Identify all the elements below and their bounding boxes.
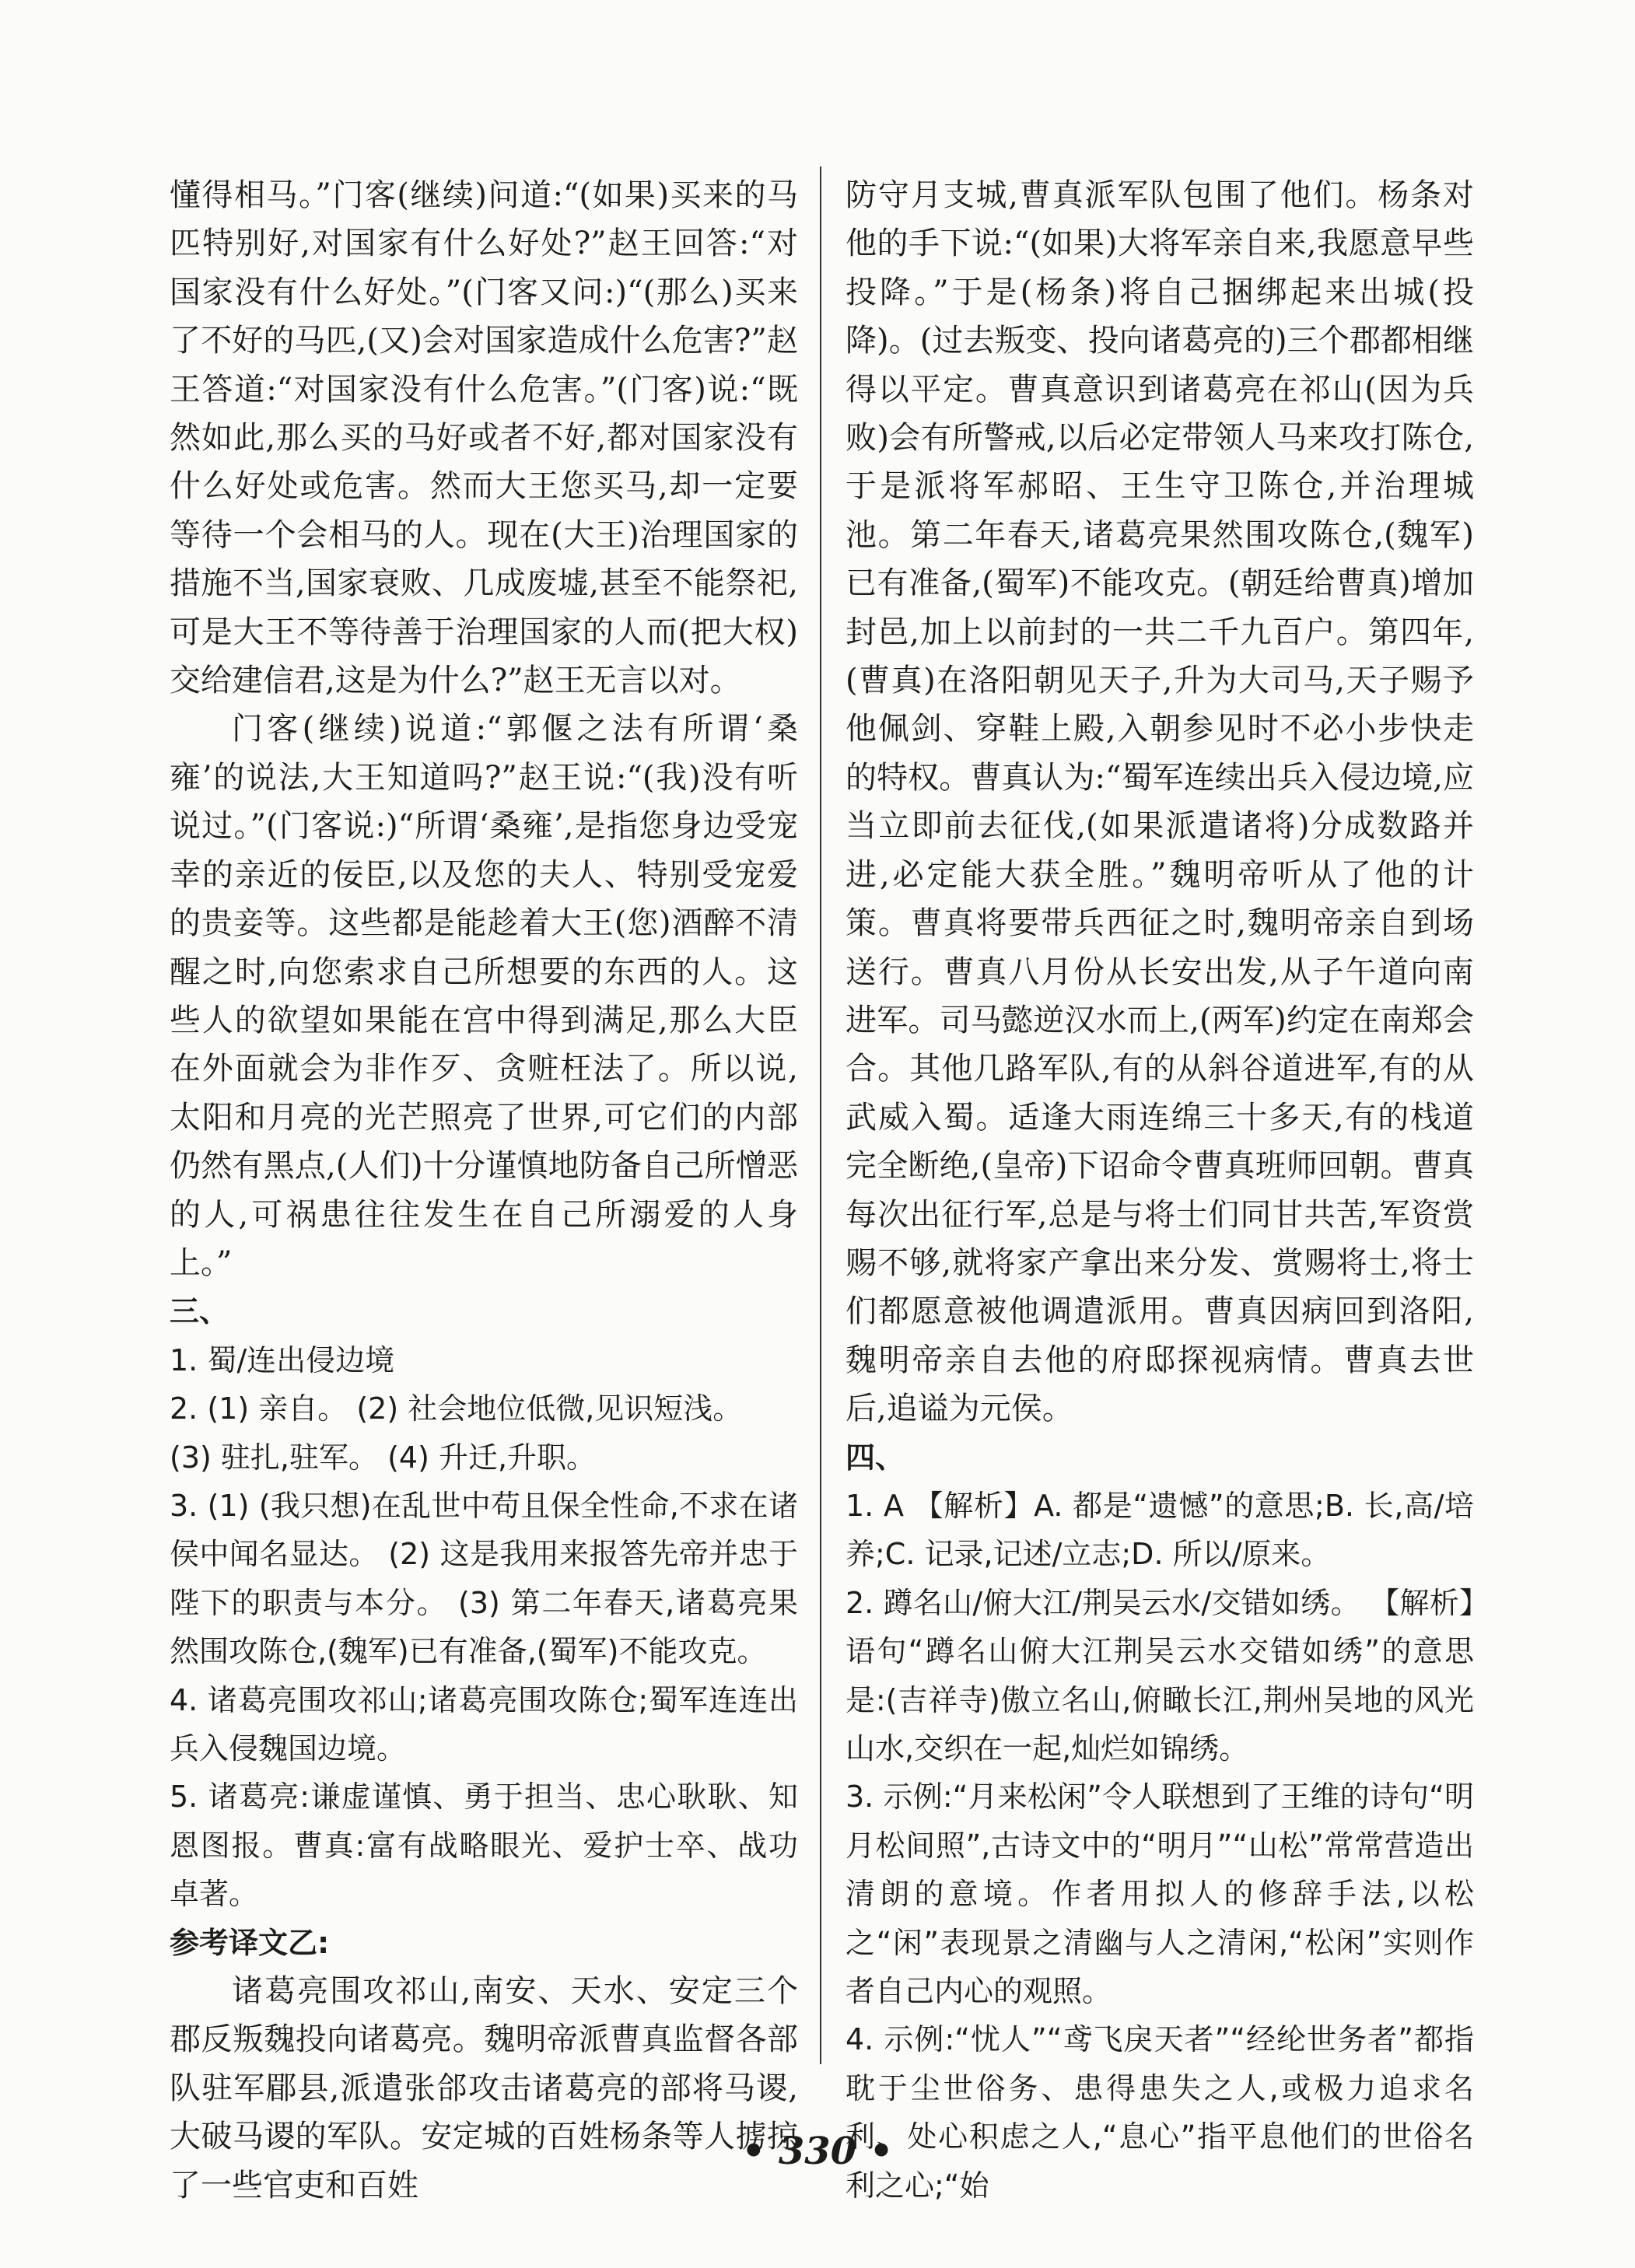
- answer-item: 2. (1) 亲自。 (2) 社会地位低微,见识短浅。: [170, 1391, 743, 1426]
- left-column: [170, 171, 798, 2203]
- section-heading-4: 四、: [846, 1440, 905, 1475]
- answer-item: 3. 示例:“月来松闲”令人联想到了王维的诗句“明月松间照”,古诗文中的“明月”“山松”常常营造出清朗的意境。作者用拟人的修辞手法,以松之“闲”表现景之清幽与人之清闲,“松闲”实则作者自己内心的观照。: [846, 1780, 1474, 2009]
- answer-item: 3. (1) (我只想)在乱世中苟且保全性命,不求在诸侯中闻名显达。 (2) 这是我用来报答先帝并忠于陛下的职责与本分。 (3) 第二年春天,诸葛亮果然围攻陈仓,(魏军)已有准备,(蜀军)不能攻克。: [170, 1488, 798, 1669]
- answer-item: 2. 蹲名山/俯大江/荆吴云水/交错如绣。 【解析】语句“蹲名山俯大江荆吴云水交错如绣”的意思是:(吉祥寺)傲立名山,俯瞰长江,荆州吴地的风光山水,交织在一起,灿烂如锦绣。: [846, 1585, 1474, 1766]
- translation-paragraph: 门客(继续)说道:“郭偃之法有所谓‘桑雍’的说法,大王知道吗?”赵王说:“(我)没有听说过。”(门客说:)“所谓‘桑雍’,是指您身边受宠幸的亲近的佞臣,以及您的夫人、特别受宠爱的贵妾等。这些都是能趁着大王(您)酒醉不清醒之时,向您索求自己所想要的东西的人。这些人的欲望如果能在宫中得到满足,那么大臣在外面就会为非作歹、贪赃枉法了。所以说,太阳和月亮的光芒照亮了世界,可它们的内部仍然有黑点,(人们)十分谨慎地防备自己所憎恶的人,可祸患往往发生在自己所溺爱的人身上。”: [170, 711, 798, 1281]
- reference-translation-heading: 参考译文乙:: [170, 1925, 330, 1960]
- translation-paragraph: 防守月支城,曹真派军队包围了他们。杨条对他的手下说:“(如果)大将军亲自来,我愿意早些投降。”于是(杨条)将自己捆绑起来出城(投降)。(过去叛变、投向诸葛亮的)三个郡都相继得以平定。曹真意识到诸葛亮在祁山(因为兵败)会有所警戒,以后必定带领人马来攻打陈仓,于是派将军郝昭、王生守卫陈仓,并治理城池。第二年春天,诸葛亮果然围攻陈仓,(魏军)已有准备,(蜀军)不能攻克。(朝廷给曹真)增加封邑,加上以前封的一共二千九百户。第四年,(曹真)在洛阳朝见天子,升为大司马,天子赐予他佩剑、穿鞋上殿,入朝参见时不必小步快走的特权。曹真认为:“蜀军连续出兵入侵边境,应当立即前去征伐,(如果派遣诸将)分成数路并进,必定能大获全胜。”魏明帝听从了他的计策。曹真将要带兵西征之时,魏明帝亲自到场送行。曹真八月份从长安出发,从子午道向南进军。司马懿逆汉水而上,(两军)约定在南郑会合。其他几路军队,有的从斜谷道进军,有的从武威入蜀。适逢大雨连绵三十多天,有的栈道完全断绝,(皇帝)下诏命令曹真班师回朝。曹真每次出征行军,总是与将士们同甘共苦,军资赏赐不够,就将家产拿出来分发、赏赐将士,将士们都愿意被他调遣派用。曹真因病回到洛阳,魏明帝亲自去他的府邸探视病情。曹真去世后,追谥为元侯。: [846, 177, 1474, 1427]
- answer-item: 1. A 【解析】A. 都是“遗憾”的意思;B. 长,高/培养;C. 记录,记述/立志;D. 所以/原来。: [846, 1488, 1474, 1572]
- answer-item: 5. 诸葛亮:谦虚谨慎、勇于担当、忠心耿耿、知恩图报。曹真:富有战略眼光、爱护士卒、战功卓著。: [170, 1780, 798, 1912]
- section-heading-3: 三、: [170, 1294, 229, 1329]
- translation-paragraph: 诸葛亮围攻祁山,南安、天水、安定三个郡反叛魏投向诸葛亮。魏明帝派曹真监督各部队驻军郿县,派遣张郃攻击诸葛亮的部将马谡,大破马谡的军队。安定城的百姓杨条等人掳掠了一些官吏和百姓: [170, 1973, 798, 2203]
- answer-item: 4. 示例:“忧人”“鸢飞戾天者”“经纶世务者”都指耽于尘世俗务、患得患失之人,或极力追求名利、处心积虑之人,“息心”指平息他们的世俗名利之心;“始: [846, 2022, 1474, 2203]
- translation-paragraph: 懂得相马。”门客(继续)问道:“(如果)买来的马匹特别好,对国家有什么好处?”赵王回答:“对国家没有什么好处。”(门客又问:)“(那么)买来了不好的马匹,(又)会对国家造成什么危害?”赵王答道:“对国家没有什么危害。”(门客)说:“既然如此,那么买的马好或者不好,都对国家没有什么好处或危害。然而大王您买马,却一定要等待一个会相马的人。现在(大王)治理国家的措施不当,国家衰败、几成废墟,甚至不能祭祀,可是大王不等待善于治理国家的人而(把大权)交给建信君,这是为什么?”赵王无言以对。: [170, 177, 798, 699]
- column-divider: [820, 166, 821, 2064]
- right-column: [846, 171, 1474, 2203]
- answer-item: 4. 诸葛亮围攻祁山;诸葛亮围攻陈仓;蜀军连连出兵入侵魏国边境。: [170, 1682, 798, 1766]
- page-number: • 330 •: [741, 2130, 894, 2173]
- answer-item: (3) 驻扎,驻军。 (4) 升迁,升职。: [170, 1440, 597, 1475]
- answer-item: 1. 蜀/连出侵边境: [170, 1342, 395, 1377]
